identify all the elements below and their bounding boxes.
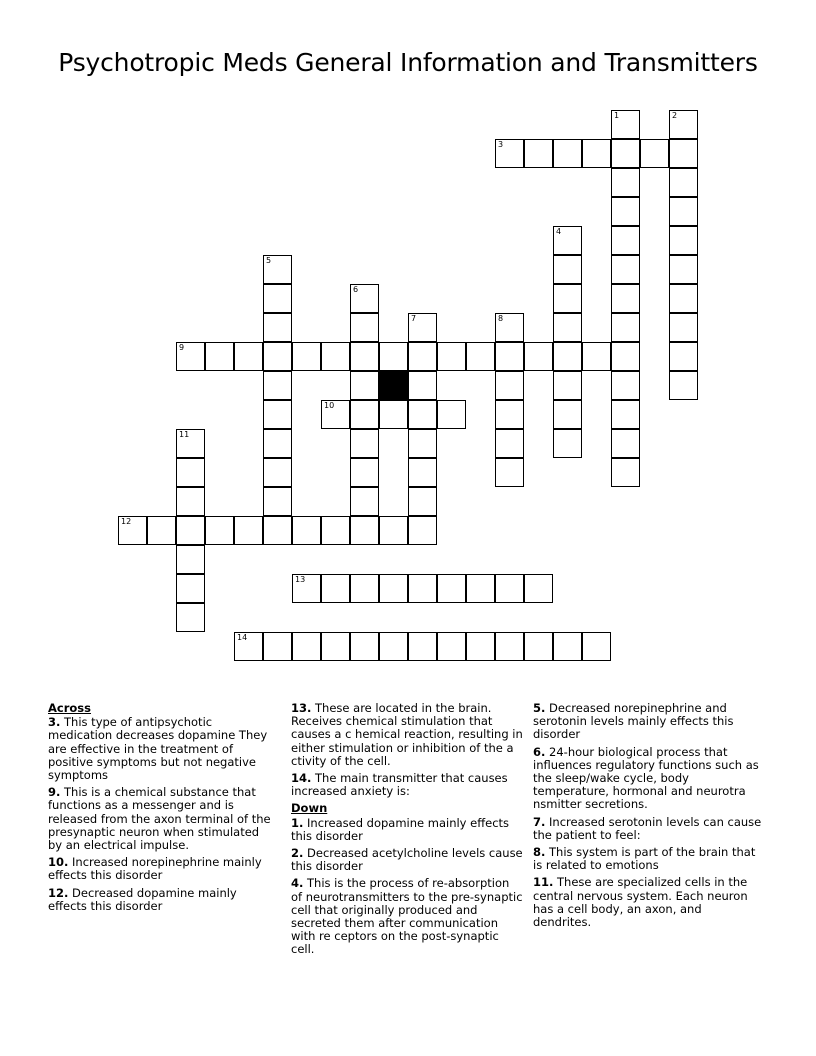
clues-column-1 (48, 702, 276, 917)
grid-cell[interactable] (321, 574, 350, 603)
grid-cell[interactable] (553, 284, 582, 313)
grid-cell[interactable] (379, 516, 408, 545)
clue-across-10: 10. Increased norepinephrine mainly effects this disorder (48, 855, 262, 883)
grid-cell[interactable] (350, 429, 379, 458)
grid-cell[interactable] (176, 516, 205, 545)
grid-cell[interactable] (408, 371, 437, 400)
grid-cell[interactable] (495, 139, 524, 168)
cell-number: 13 (295, 575, 306, 584)
grid-cell[interactable] (611, 371, 640, 400)
grid-cell[interactable] (263, 516, 292, 545)
grid-cell[interactable] (524, 342, 553, 371)
clue-across-14: 14. The main transmitter that causes increased anxiety is: (291, 771, 508, 799)
grid-cell[interactable] (611, 226, 640, 255)
grid-cell[interactable] (118, 516, 147, 545)
grid-cell[interactable] (466, 342, 495, 371)
clue-down-5: 5. Decreased norepinephrine and serotonin levels mainly effects this disorder (533, 701, 734, 742)
grid-cell[interactable] (611, 168, 640, 197)
grid-cell[interactable] (263, 371, 292, 400)
grid-cell[interactable] (379, 342, 408, 371)
grid-cell[interactable] (553, 255, 582, 284)
grid-cell[interactable] (524, 574, 553, 603)
grid-cell[interactable] (350, 400, 379, 429)
grid-cell[interactable] (408, 487, 437, 516)
grid-cell[interactable] (553, 429, 582, 458)
page-title: Psychotropic Meds General Information and Transmitters (58, 48, 758, 77)
grid-cell[interactable] (582, 342, 611, 371)
clues-column-3 (533, 702, 763, 933)
cell-number: 12 (121, 517, 132, 526)
grid-cell[interactable] (524, 632, 553, 661)
grid-cell[interactable] (669, 313, 698, 342)
grid-cell[interactable] (582, 632, 611, 661)
grid-cell[interactable] (437, 574, 466, 603)
grid-cell[interactable] (234, 632, 263, 661)
grid-cell[interactable] (176, 429, 205, 458)
cell-number: 8 (498, 314, 504, 323)
grid-cell[interactable] (495, 458, 524, 487)
grid-cell[interactable] (350, 342, 379, 371)
grid-cell[interactable] (408, 400, 437, 429)
grid-cell[interactable] (611, 255, 640, 284)
grid-cell[interactable] (553, 632, 582, 661)
cell-number: 4 (556, 227, 562, 236)
grid-cell[interactable] (408, 516, 437, 545)
grid-cell[interactable] (379, 574, 408, 603)
grid-cell[interactable] (553, 400, 582, 429)
grid-cell[interactable] (611, 313, 640, 342)
cell-number: 14 (237, 633, 248, 642)
clue-down-7: 7. Increased serotonin levels can cause the patient to feel: (533, 814, 762, 842)
grid-cell[interactable] (553, 226, 582, 255)
grid-cell[interactable] (321, 516, 350, 545)
cell-number: 5 (266, 256, 272, 265)
grid-cell[interactable] (321, 400, 350, 429)
grid-cell[interactable] (350, 487, 379, 516)
cell-number: 1 (614, 111, 620, 120)
cell-number: 11 (179, 430, 190, 439)
grid-cell[interactable] (669, 255, 698, 284)
grid-cell[interactable] (408, 313, 437, 342)
grid-cell[interactable] (495, 574, 524, 603)
grid-cell[interactable] (495, 371, 524, 400)
grid-cell[interactable] (234, 342, 263, 371)
cell-number: 7 (411, 314, 417, 323)
clues-column-2 (291, 702, 523, 961)
grid-cell[interactable] (263, 429, 292, 458)
grid-cell[interactable] (611, 458, 640, 487)
grid-cell[interactable] (176, 458, 205, 487)
grid-cell[interactable] (669, 371, 698, 400)
grid-cell[interactable] (495, 632, 524, 661)
grid-cell[interactable] (292, 516, 321, 545)
clue-across-12: 12. Decreased dopamine mainly effects this disorder (48, 885, 237, 913)
clue-down-8: 8. This system is part of the brain that is related to emotions (533, 845, 756, 873)
grid-cell[interactable] (350, 632, 379, 661)
grid-cell[interactable] (263, 284, 292, 313)
grid-cell[interactable] (437, 342, 466, 371)
clue-down-1: 1. Increased dopamine mainly effects this disorder (291, 815, 510, 843)
grid-cell[interactable] (263, 313, 292, 342)
grid-cell[interactable] (669, 197, 698, 226)
grid-cell[interactable] (669, 139, 698, 168)
cell-number: 3 (498, 140, 504, 149)
grid-cell[interactable] (466, 574, 495, 603)
grid-cell[interactable] (553, 342, 582, 371)
grid-cell[interactable] (263, 342, 292, 371)
grid-cell[interactable] (611, 139, 640, 168)
grid-cell[interactable] (495, 429, 524, 458)
grid-cell[interactable] (205, 342, 234, 371)
grid-cell[interactable] (321, 342, 350, 371)
grid-cell[interactable] (437, 400, 466, 429)
down-heading: Down (291, 801, 328, 816)
clue-down-4: 4. This is the process of re-absorption of neurotransmitters to the pre-synaptic cell that originally produced and secreted them after communication with re ceptors on the post-synaptic cell. (291, 876, 523, 957)
grid-cell[interactable] (263, 632, 292, 661)
grid-cell[interactable] (350, 313, 379, 342)
clue-across-3: 3. This type of antipsychotic medication decreases dopamine They are effective in the treatment of positive symptoms but not negative symptoms (48, 715, 268, 783)
grid-cell[interactable] (408, 342, 437, 371)
grid-cell[interactable] (437, 632, 466, 661)
grid-cell[interactable] (292, 574, 321, 603)
grid-cell[interactable] (553, 139, 582, 168)
clue-down-6: 6. 24-hour biological process that influences regulatory functions such as the sleep/wake cycle, body temperature, hormonal and neurotra nsmitter secretions. (533, 744, 759, 812)
grid-cell[interactable] (553, 371, 582, 400)
grid-cell[interactable] (379, 632, 408, 661)
grid-cell[interactable] (408, 458, 437, 487)
grid-cell[interactable] (495, 313, 524, 342)
grid-cell[interactable] (669, 168, 698, 197)
grid-cell[interactable] (611, 400, 640, 429)
across-heading: Across (48, 701, 91, 715)
grid-cell[interactable] (263, 400, 292, 429)
grid-cell[interactable] (350, 371, 379, 400)
grid-cell[interactable] (611, 342, 640, 371)
grid-cell[interactable] (611, 284, 640, 313)
grid-cell[interactable] (176, 487, 205, 516)
grid-cell[interactable] (611, 110, 640, 139)
grid-cell[interactable] (350, 574, 379, 603)
grid-cell[interactable] (524, 139, 553, 168)
grid-cell[interactable] (292, 632, 321, 661)
grid-cell[interactable] (263, 255, 292, 284)
grid-cell[interactable] (147, 516, 176, 545)
grid-cell[interactable] (176, 603, 205, 632)
grid-cell[interactable] (553, 313, 582, 342)
grid-cell[interactable] (350, 458, 379, 487)
cell-number: 10 (324, 401, 335, 410)
cell-number: 6 (353, 285, 359, 294)
grid-cell[interactable] (292, 342, 321, 371)
grid-cell[interactable] (611, 429, 640, 458)
grid-cell[interactable] (466, 632, 495, 661)
grid-cell[interactable] (582, 139, 611, 168)
grid-cell[interactable] (495, 342, 524, 371)
grid-cell[interactable] (263, 458, 292, 487)
grid-block-cell (379, 371, 408, 400)
grid-cell[interactable] (263, 487, 292, 516)
grid-cell[interactable] (669, 110, 698, 139)
grid-cell[interactable] (176, 545, 205, 574)
clue-across-13: 13. These are located in the brain. Receives chemical stimulation that causes a c hemical reaction, resulting in either stimulation or inhibition of the a ctivity of the cell. (291, 701, 523, 768)
grid-cell[interactable] (408, 429, 437, 458)
grid-cell[interactable] (408, 632, 437, 661)
grid-cell[interactable] (205, 516, 234, 545)
cell-number: 9 (179, 343, 185, 352)
grid-cell[interactable] (350, 516, 379, 545)
grid-cell[interactable] (408, 574, 437, 603)
grid-cell[interactable] (611, 197, 640, 226)
grid-cell[interactable] (669, 226, 698, 255)
clue-down-11: 11. These are specialized cells in the central nervous system. Each neuron has a cell body, an axon, and dendrites. (533, 875, 748, 930)
grid-cell[interactable] (234, 516, 263, 545)
grid-cell[interactable] (669, 284, 698, 313)
clue-down-2: 2. Decreased acetylcholine levels cause this disorder (291, 846, 523, 874)
grid-cell[interactable] (176, 342, 205, 371)
grid-cell[interactable] (669, 342, 698, 371)
grid-cell[interactable] (640, 139, 669, 168)
grid-cell[interactable] (350, 284, 379, 313)
grid-cell[interactable] (321, 632, 350, 661)
clue-across-9: 9. This is a chemical substance that functions as a messenger and is released from the axon terminal of the presynaptic neuron when stimulated by an electrical impulse. (48, 785, 271, 853)
grid-cell[interactable] (379, 400, 408, 429)
grid-cell[interactable] (495, 400, 524, 429)
grid-cell[interactable] (176, 574, 205, 603)
cell-number: 2 (672, 111, 678, 120)
